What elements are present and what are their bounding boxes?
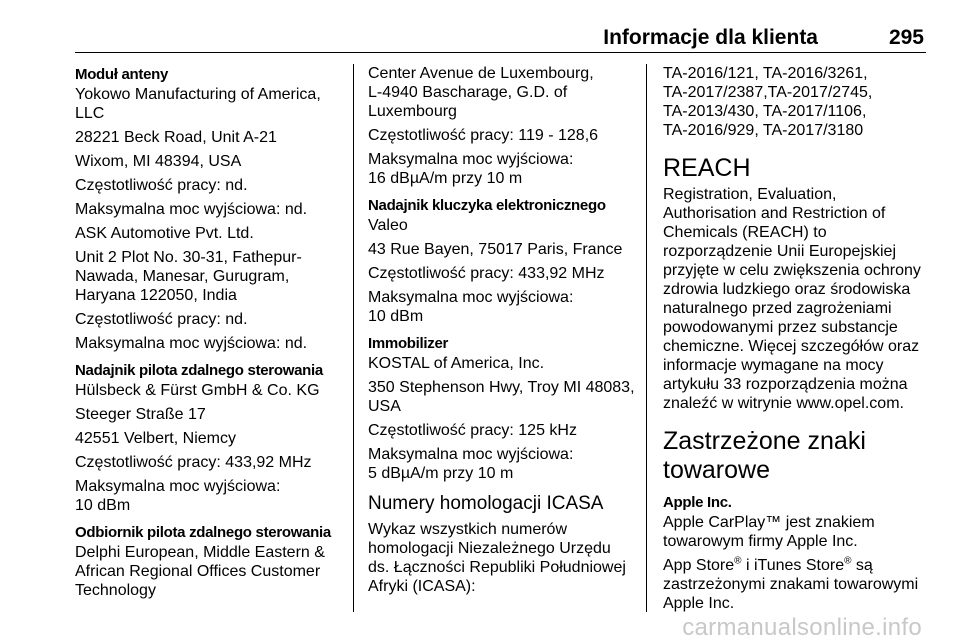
column-1	[75, 64, 347, 605]
paragraph: Maksymalna moc wyjściowa: nd.	[75, 201, 308, 218]
paragraph: Apple CarPlay™ jest znakiem towarowym firmy Apple Inc.	[663, 514, 875, 550]
paragraph: Częstotliwość pracy: nd.	[75, 311, 248, 328]
header-title: Informacje dla klienta	[603, 26, 818, 49]
column-divider-2	[646, 64, 647, 612]
header-rule	[75, 52, 926, 53]
paragraph: Maksymalna moc wyjściowa: 5 dBµA/m przy 10 m	[368, 446, 574, 482]
subheading-icasa: Numery homologacji ICASA	[368, 493, 604, 514]
section-heading-antenna-module: Moduł anteny	[75, 66, 169, 83]
paragraph: Steeger Straße 17	[75, 406, 206, 423]
paragraph: 43 Rue Bayen, 75017 Paris, France	[368, 241, 623, 258]
paragraph: Hülsbeck & Fürst GmbH & Co. KG	[75, 382, 320, 399]
text: i iTunes Store	[741, 557, 845, 574]
page-number: 295	[888, 26, 924, 49]
paragraph: Yokowo Manufacturing of America, LLC	[75, 86, 321, 122]
paragraph: 42551 Velbert, Niemcy	[75, 430, 236, 447]
paragraph: Unit 2 Plot No. 30-31, Fathepur- Nawada, Manesar, Gurugram, Haryana 122050, India	[75, 249, 302, 304]
section-heading-immobilizer: Immobilizer	[368, 335, 449, 352]
paragraph: Registration, Evaluation, Authorisation and Restriction of Chemicals (REACH) to rozporządzenie Unii Europejskiej przyjęte w celu zwiększenia ochrony zdrowia ludzkiego oraz środowiska naturalnego przed zagrożeniami powodowanymi przez substancje chemiczne. Więcej szczegółów oraz informacje wymagane na mocy artykułu 33 rozporządzenia można znaleźć w witrynie www.opel.com.	[663, 186, 921, 412]
section-title-reach: REACH	[663, 154, 751, 182]
paragraph: Wixom, MI 48394, USA	[75, 153, 242, 170]
watermark: carmanualsonline.info	[682, 614, 922, 641]
paragraph: Valeo	[368, 217, 408, 234]
paragraph: Maksymalna moc wyjściowa: 16 dBµA/m przy 10 m	[368, 151, 574, 187]
column-3	[663, 64, 933, 618]
paragraph: Delphi European, Middle Eastern & African Regional Offices Customer Technology	[75, 544, 325, 599]
paragraph: Częstotliwość pracy: 433,92 MHz	[75, 454, 312, 471]
paragraph-icasa-numbers: TA-2016/121, TA-2016/3261, TA-2017/2387,TA-2017/2745, TA-2013/430, TA-2017/1106, TA-2016/929, TA-2017/3180	[663, 65, 873, 139]
section-heading-remote-receiver: Odbiornik pilota zdalnego sterowania	[75, 524, 331, 541]
paragraph: Maksymalna moc wyjściowa: nd.	[75, 335, 308, 352]
column-divider-1	[353, 64, 354, 612]
section-heading-key-transmitter: Nadajnik kluczyka elektronicznego	[368, 197, 606, 214]
column-2	[368, 64, 640, 601]
paragraph: 350 Stephenson Hwy, Troy MI 48083, USA	[368, 379, 635, 415]
text: są zastrzeżonymi znakami towarowymi Apple Inc.	[663, 557, 919, 612]
paragraph: KOSTAL of America, Inc.	[368, 355, 545, 372]
paragraph-app-store	[663, 556, 933, 613]
registered-mark: ®	[844, 555, 852, 567]
text: App Store	[663, 557, 735, 574]
registered-mark: ®	[734, 555, 742, 567]
paragraph: Maksymalna moc wyjściowa: 10 dBm	[75, 478, 281, 514]
paragraph: 28221 Beck Road, Unit A-21	[75, 129, 277, 146]
paragraph: Częstotliwość pracy: 125 kHz	[368, 422, 577, 439]
paragraph: Wykaz wszystkich numerów homologacji Niezależnego Urzędu ds. Łączności Republiki Południowej Afryki (ICASA):	[368, 521, 626, 595]
paragraph: Center Avenue de Luxembourg, L-4940 Bascharage, G.D. of Luxembourg	[368, 65, 594, 120]
section-heading-apple: Apple Inc.	[663, 494, 732, 511]
paragraph: Częstotliwość pracy: 119 - 128,6	[368, 127, 599, 144]
paragraph: Częstotliwość pracy: 433,92 MHz	[368, 265, 605, 282]
paragraph: ASK Automotive Pvt. Ltd.	[75, 225, 254, 242]
paragraph: Częstotliwość pracy: nd.	[75, 177, 248, 194]
section-heading-remote-transmitter: Nadajnik pilota zdalnego sterowania	[75, 362, 323, 379]
paragraph: Maksymalna moc wyjściowa: 10 dBm	[368, 289, 574, 325]
section-title-trademarks: Zastrzeżone znaki towarowe	[663, 427, 866, 484]
